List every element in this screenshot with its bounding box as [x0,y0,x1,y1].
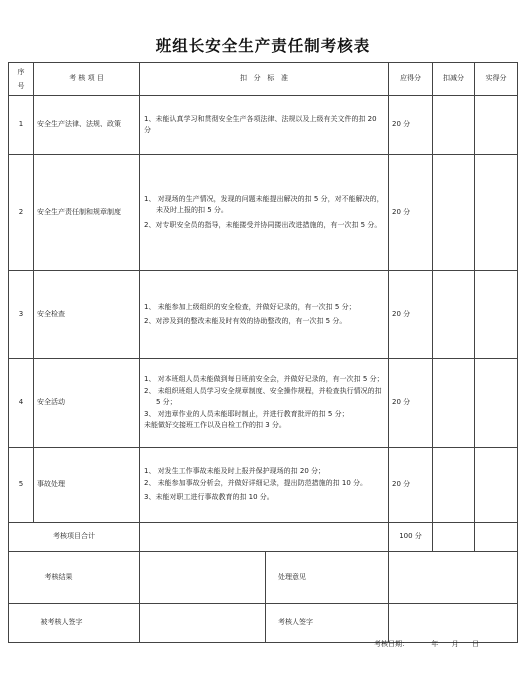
criteria-line: 1、 对发生工作事故未能及时上报并保护现场的扣 20 分； [144,467,326,476]
criteria-line: 1、 对现场的生产情况，发现的问题未能提出解决的扣 5 分，对不能解决的，未及时上报的扣 5 分。 [144,194,384,215]
row-actual-cell [475,448,518,523]
row-actual-cell [475,359,518,448]
signature-row [9,604,518,643]
row-item: 安全生产法律、法规、政策 [34,96,140,155]
criteria-line: 未能做好交接班工作以及自检工作的扣 3 分。 [144,421,286,430]
header-deduct: 扣减分 [433,63,475,96]
criteria-line: 1、 对本班组人员未能做到每日班前安全会，并做好记录的，有一次扣 5 分； [144,375,384,384]
row-number: 5 [9,448,34,523]
row-deduct-cell [433,359,475,448]
row-number: 2 [9,155,34,271]
header-item: 考 核 项 目 [34,63,140,96]
row-number: 3 [9,271,34,359]
criteria-line: 1、未能认真学习和贯彻安全生产各项法律、法规以及上级有关文件的扣 20 分 [144,114,377,134]
assessment-date: 考核日期： 年 月 日 [374,640,479,648]
row-deduct-cell [433,448,475,523]
row-deduct-cell [433,271,475,359]
row-criteria [140,271,389,359]
assessor-label: 考核人签字 [278,618,313,627]
opinion-label: 处理意见 [278,572,306,581]
table-row [9,155,518,271]
row-criteria [140,359,389,448]
total-label: 考核项目合计 [9,523,140,552]
signature-cell [140,604,389,643]
row-criteria [140,448,389,523]
criteria-line: 2、 未能参加事故分析会，并做好详细记录，提出防范措施的扣 10 分。 [144,478,368,487]
row-deduct-cell [433,155,475,271]
header-seq: 序 号 [9,63,34,96]
row-item: 安全活动 [34,359,140,448]
assessee-label: 被考核人签字 [9,604,140,643]
result-row [9,552,518,604]
result-cell [140,552,389,604]
result-label: 考核结果 [9,552,140,604]
document-title: 班组长安全生产责任制考核表 [155,37,371,55]
total-row [9,523,518,552]
row-item: 安全检查 [34,271,140,359]
table-row [9,271,518,359]
total-criteria-cell [140,523,389,552]
row-score: 20 分 [389,359,433,448]
row-actual-cell [475,96,518,155]
header-actual: 实得分 [475,63,518,96]
row-criteria [140,96,389,155]
table-row [9,448,518,523]
row-number: 1 [9,96,34,155]
row-criteria [140,155,389,271]
total-score: 100 分 [389,523,433,552]
criteria-line: 2、对专职安全员的指导，未能搂受并协同搂出改进措施的，有一次扣 5 分。 [144,220,382,229]
table-row [9,359,518,448]
total-actual-cell [475,523,518,552]
header-full-score: 应得分 [389,63,433,96]
assessment-table [8,62,518,643]
criteria-line: 2、 未组织班组人员学习安全规章制度、安全操作规程，并检查执行情况的扣 5 分； [144,386,382,407]
row-score: 20 分 [389,155,433,271]
row-score: 20 分 [389,96,433,155]
criteria-line: 1、 未能参加上级组织的安全检查，并做好记录的，有一次扣 5 分； [144,302,356,311]
row-score: 20 分 [389,448,433,523]
header-row [9,63,518,96]
criteria-line: 3、未能对职工进行事故教育的扣 10 分。 [144,493,274,502]
row-actual-cell [475,271,518,359]
row-item: 安全生产责任制和规章制度 [34,155,140,271]
criteria-line: 2、对涉及到的整改未能及时有效的协助整改的，有一次扣 5 分。 [144,317,347,325]
assessor-signature-cell [389,604,518,643]
header-criteria: 扣 分 标 准 [140,63,389,96]
criteria-line: 3、 对违章作业的人员未能耶时制止，并进行教育批评的扣 5 分； [144,409,349,418]
row-score: 20 分 [389,271,433,359]
opinion-cell [389,552,518,604]
row-actual-cell [475,155,518,271]
table-row [9,96,518,155]
row-item: 事故处理 [34,448,140,523]
row-deduct-cell [433,96,475,155]
total-deduct-cell [433,523,475,552]
row-number: 4 [9,359,34,448]
